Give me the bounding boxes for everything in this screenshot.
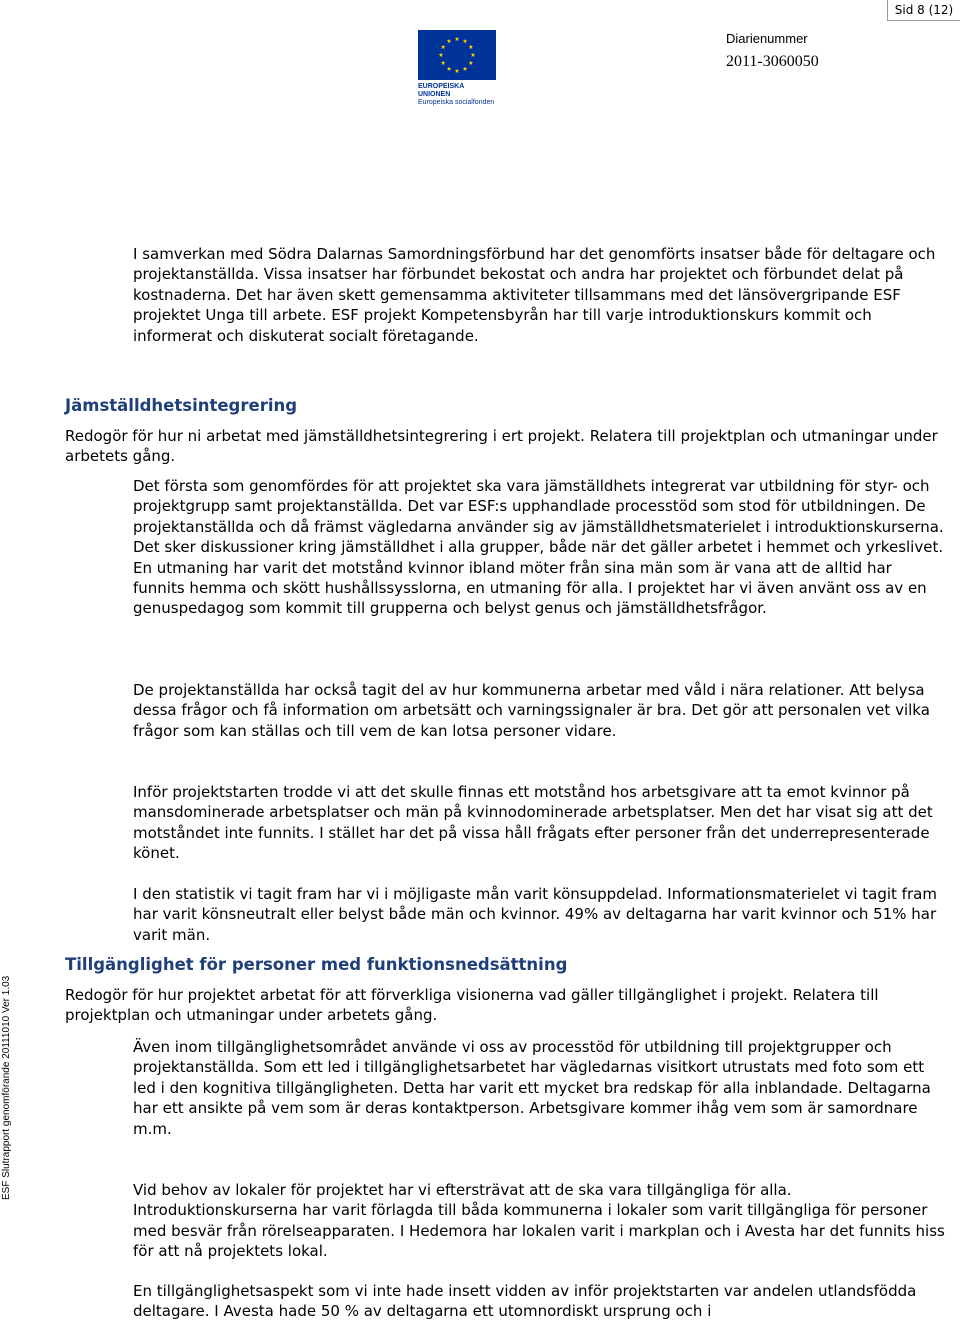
gender-paragraph-2: De projektanställda har också tagit del av hur kommunerna arbetar med våld i nära relationer. Att belysa dessa frågor och få information om arbetsätt och varningssignaler är bra. Det gör att personalen vet vilka frågor som kan ställas och till vem de kan lotsa personer vidare. bbox=[133, 681, 930, 740]
section-question-gender: Redogör för hur ni arbetat med jämställdhetsintegrering i ert projekt. Relatera till projektplan och utmaningar under arbetets gång. bbox=[65, 427, 938, 466]
eu-flag-icon bbox=[418, 30, 496, 80]
eu-logo-line2: Europeiska socialfonden bbox=[418, 99, 495, 106]
section-question-accessibility: Redogör för hur projektet arbetat för att förverkliga visionerna vad gäller tillgänglighet i projekt. Relatera till projektplan och utmaningar under arbetets gång. bbox=[65, 986, 879, 1025]
gender-paragraph-4: I den statistik vi tagit fram har vi i möjligaste mån varit könsuppdelad. Informationsmaterielet vi tagit fram har varit könsneutralt eller belyst både män och kvinnor. 49% av deltagarna har varit kvinnor och 51% har varit män. bbox=[133, 885, 937, 944]
section-heading-accessibility: Tillgänglighet för personer med funktionsnedsättning bbox=[65, 955, 568, 974]
page-number: Sid 8 (12) bbox=[887, 0, 960, 21]
diarie-number: 2011-3060050 bbox=[726, 53, 819, 70]
eu-logo bbox=[418, 30, 498, 107]
gender-paragraph-3: Inför projektstarten trodde vi att det skulle finnas ett motstånd hos arbetsgivare att ta emot kvinnor på mansdominerade arbetsplatser och män på kvinnodominerade arbetsplatser. Men det har visat sig att det motståndet inte funnits. I stället har det på vissa håll frågats efter personer från det underrepresenterade könet. bbox=[133, 783, 933, 863]
intro-paragraph: I samverkan med Södra Dalarnas Samordningsförbund har det genomförts insatser både för deltagare och projektanställda. Vissa insatser har förbundet bekostat och andra har projektet och förbundet delat på kostnaderna. Det har även skett gemensamma aktiviteter tillsammans med det länsövergripande ESF projektet Unga till arbete. ESF projekt Kompetensbyrån har till varje introduktionskurs kommit och informerat och diskuterat socialt företagande. bbox=[133, 245, 936, 345]
section-heading-gender: Jämställdhetsintegrering bbox=[65, 396, 298, 415]
eu-logo-caption bbox=[418, 83, 498, 107]
gender-paragraph-1: Det första som genomfördes för att projektet ska vara jämställdhets integrerat var utbildning för styr- och projektgrupp samt projektanställda. Det var ESF:s upphandlade processtöd som stod för utbildningen. De projektanställda och då främst vägledarna använder sig av jämställdhetsmaterielet i introduktionskurserna. Det sker diskussioner kring jämställdhet i alla grupper, både när det gäller arbetet i hemmet och yrkeslivet. En utmaning har varit det motstånd kvinnor ibland möter från sina män som är vana att de alltid har funnits hemma och skött hushållssysslorna, en utmaning för alla. I projektet har vi även använt oss av en genuspedagog som kommit till grupperna och belyst genus och jämställdhetsfrågor. bbox=[133, 477, 944, 618]
accessibility-paragraph-3: En tillgänglighetsaspekt som vi inte hade insett vidden av inför projektstarten var andelen utlandsfödda deltagare. I Avesta hade 50 % av deltagarna ett utomnordiskt ursprung och i bbox=[133, 1282, 917, 1321]
side-footer-text: ESF Slutrapport genomförande 20111010 Ver 1.03 bbox=[1, 975, 12, 1200]
diarie-block bbox=[726, 31, 819, 72]
eu-logo-line1: EUROPEISKA UNIONEN bbox=[418, 83, 465, 98]
accessibility-paragraph-2: Vid behov av lokaler för projektet har vi eftersträvat att de ska vara tillgängliga för alla. Introduktionskurserna har varit förlagda till båda kommunerna i lokaler som varit tillgängliga för personer med besvär från rörelseapparaten. I Hedemora har lokalen varit i markplan och i Avesta har det funnits hiss för att nå projektets lokal. bbox=[133, 1181, 945, 1261]
diarie-label: Diarienummer bbox=[726, 31, 808, 46]
accessibility-paragraph-1: Även inom tillgänglighetsområdet använde vi oss av processtöd för utbildning till projektgrupper och projektanställda. Som ett led i tillgänglighetsarbetet har vägledarnas visitkort utrustats med foto som ett led i den kognitiva tillgängligheten. Detta har varit ett mycket bra redskap för alla inblandade. Deltagarna har ett ansikte på vem som är deras kontaktperson. Arbetsgivare kommer ihåg vem som är samordnare m.m. bbox=[133, 1038, 931, 1138]
